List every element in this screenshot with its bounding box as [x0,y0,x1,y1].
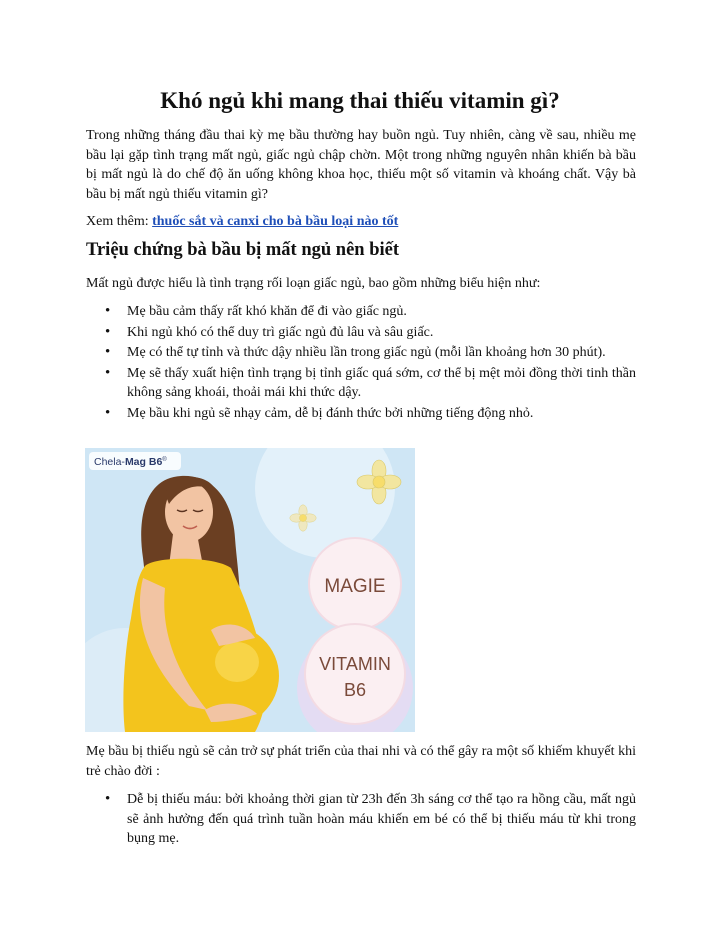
list-item: • Mẹ bầu cảm thấy rất khó khăn để đi vào giấc ngủ. [86,302,636,322]
brand-logo [89,452,181,470]
b6-label: B6 [343,680,367,700]
list-item: • Mẹ sẽ thấy xuất hiện tình trạng bị tỉnh giấc quá sớm, cơ thể bị mệt mỏi đồng thời tinh thần không sảng khoái, thoải mái khi thức dậy. [86,364,636,403]
list-item: • Dễ bị thiếu máu: bởi khoảng thời gian từ 23h đến 3h sáng cơ thể tạo ra hồng cầu, mất ngủ sẽ ảnh hưởng đến quá trình tuần hoàn máu khiến em bé có thể bị thiếu máu từ khi trong bụng mẹ. [86,790,636,849]
effects-list [86,790,636,850]
page-title: Khó ngủ khi mang thai thiếu vitamin gì? [160,88,560,113]
section-heading: Triệu chứng bà bầu bị mất ngủ nên biết [86,240,399,260]
effects-intro: Mẹ bầu bị thiếu ngủ sẽ cản trở sự phát triển của thai nhi và có thể gây ra một số khiếm khuyết khi trẻ chào đời : [86,744,636,779]
symptom-list [86,302,636,424]
magie-bubble [309,538,401,630]
see-also-label: Xem thêm: [86,214,153,229]
intro-paragraph: Trong những tháng đầu thai kỳ mẹ bầu thường hay buồn ngủ. Tuy nhiên, càng về sau, nhiều mẹ bầu lại gặp tình trạng mất ngủ, giấc ngủ chập chờn. Một trong những nguyên nhân khiến bà bầu bị mất ngủ là do chế độ ăn uống không khoa học, thiếu một số vitamin và khoáng chất. Vậy bà bầu bị mất ngủ thiếu vitamin gì? [86,128,636,202]
svg-text:Chela-Mag B6® [94,456,167,468]
vitamin-label: VITAMIN [319,654,391,674]
section-intro: Mất ngủ được hiểu là tình trạng rối loạn giấc ngủ, bao gồm những biểu hiện như: [86,276,541,291]
see-also-line [86,212,636,232]
brand-mark: ® [162,457,167,463]
list-item: • Mẹ có thể tự tỉnh và thức dậy nhiều lần trong giấc ngủ (mỗi lần khoảng hơn 30 phút). [86,343,636,363]
brand-prefix: Chela- [94,456,125,468]
pregnant-woman-image [85,448,415,732]
magie-label: MAGIE [324,576,386,597]
brand-name: Mag B6 [124,456,163,468]
list-item: • Mẹ bầu khi ngủ sẽ nhạy cảm, dễ bị đánh thức bởi những tiếng động nhỏ. [86,404,636,424]
list-item: • Khi ngủ khó có thể duy trì giấc ngủ đủ lâu và sâu giấc. [86,323,636,343]
see-also-link[interactable]: thuốc sắt và canxi cho bà bầu loại nào tốt [152,214,399,229]
